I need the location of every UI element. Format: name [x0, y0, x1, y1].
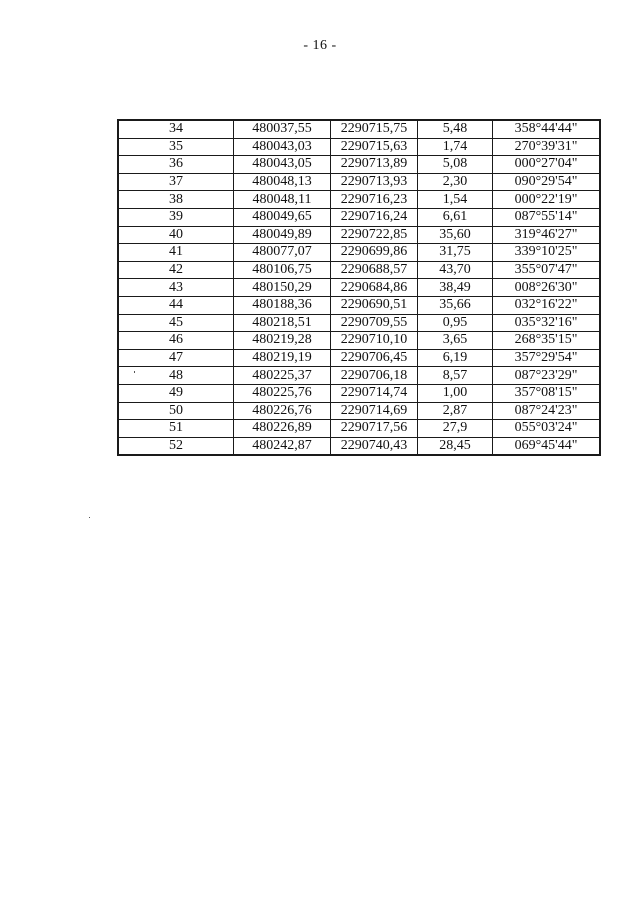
angle-cell: 270°39'31"	[493, 138, 601, 156]
table-row	[118, 437, 600, 455]
angle-cell: 357°29'54"	[493, 349, 601, 367]
length-cell: 35,60	[418, 226, 493, 244]
length-cell: 31,75	[418, 244, 493, 262]
point-number-cell: 48	[118, 367, 234, 385]
angle-cell: 339°10'25"	[493, 244, 601, 262]
length-cell: 8,57	[418, 367, 493, 385]
point-number-cell: 37	[118, 173, 234, 191]
table-row	[118, 349, 600, 367]
x-coordinate-cell: 480049,89	[234, 226, 331, 244]
y-coordinate-cell: 2290684,86	[331, 279, 418, 297]
y-coordinate-cell: 2290716,24	[331, 208, 418, 226]
x-coordinate-cell: 480218,51	[234, 314, 331, 332]
point-number-cell: 34	[118, 120, 234, 138]
table-row	[118, 226, 600, 244]
point-number-cell: 42	[118, 261, 234, 279]
x-coordinate-cell: 480106,75	[234, 261, 331, 279]
point-number-cell: 40	[118, 226, 234, 244]
length-cell: 5,08	[418, 156, 493, 174]
table-row	[118, 296, 600, 314]
x-coordinate-cell: 480043,05	[234, 156, 331, 174]
table-row	[118, 138, 600, 156]
point-number-cell: 44	[118, 296, 234, 314]
point-number-cell: 36	[118, 156, 234, 174]
y-coordinate-cell: 2290690,51	[331, 296, 418, 314]
point-number-cell: 38	[118, 191, 234, 209]
table-row	[118, 173, 600, 191]
point-number-cell: 39	[118, 208, 234, 226]
length-cell: 0,95	[418, 314, 493, 332]
x-coordinate-cell: 480226,89	[234, 420, 331, 438]
scan-speck	[89, 517, 90, 518]
page-number: - 16 -	[303, 38, 337, 53]
angle-cell: 035°32'16"	[493, 314, 601, 332]
y-coordinate-cell: 2290706,18	[331, 367, 418, 385]
table-row	[118, 420, 600, 438]
table-row	[118, 120, 600, 138]
y-coordinate-cell: 2290713,89	[331, 156, 418, 174]
angle-cell: 319°46'27"	[493, 226, 601, 244]
length-cell: 2,87	[418, 402, 493, 420]
point-number-cell: 50	[118, 402, 234, 420]
x-coordinate-cell: 480225,37	[234, 367, 331, 385]
length-cell: 1,54	[418, 191, 493, 209]
coordinates-table	[117, 119, 601, 456]
x-coordinate-cell: 480077,07	[234, 244, 331, 262]
table-row	[118, 314, 600, 332]
length-cell: 38,49	[418, 279, 493, 297]
x-coordinate-cell: 480219,28	[234, 332, 331, 350]
angle-cell: 008°26'30"	[493, 279, 601, 297]
table-row	[118, 156, 600, 174]
length-cell: 2,30	[418, 173, 493, 191]
y-coordinate-cell: 2290706,45	[331, 349, 418, 367]
table-row	[118, 208, 600, 226]
x-coordinate-cell: 480150,29	[234, 279, 331, 297]
table-row	[118, 367, 600, 385]
length-cell: 1,74	[418, 138, 493, 156]
point-number-cell: 35	[118, 138, 234, 156]
y-coordinate-cell: 2290740,43	[331, 437, 418, 455]
table-row	[118, 244, 600, 262]
length-cell: 27,9	[418, 420, 493, 438]
x-coordinate-cell: 480226,76	[234, 402, 331, 420]
length-cell: 1,00	[418, 384, 493, 402]
y-coordinate-cell: 2290714,74	[331, 384, 418, 402]
x-coordinate-cell: 480048,11	[234, 191, 331, 209]
angle-cell: 087°24'23"	[493, 402, 601, 420]
angle-cell: 090°29'54"	[493, 173, 601, 191]
angle-cell: 358°44'44"	[493, 120, 601, 138]
y-coordinate-cell: 2290713,93	[331, 173, 418, 191]
length-cell: 43,70	[418, 261, 493, 279]
angle-cell: 087°55'14"	[493, 208, 601, 226]
angle-cell: 268°35'15"	[493, 332, 601, 350]
table-row	[118, 384, 600, 402]
x-coordinate-cell: 480043,03	[234, 138, 331, 156]
point-number-cell: 49	[118, 384, 234, 402]
x-coordinate-cell: 480049,65	[234, 208, 331, 226]
scan-speck	[134, 371, 135, 373]
angle-cell: 087°23'29"	[493, 367, 601, 385]
length-cell: 35,66	[418, 296, 493, 314]
point-number-cell: 45	[118, 314, 234, 332]
angle-cell: 355°07'47"	[493, 261, 601, 279]
x-coordinate-cell: 480188,36	[234, 296, 331, 314]
x-coordinate-cell: 480225,76	[234, 384, 331, 402]
angle-cell: 055°03'24"	[493, 420, 601, 438]
y-coordinate-cell: 2290688,57	[331, 261, 418, 279]
x-coordinate-cell: 480219,19	[234, 349, 331, 367]
coordinates-table-body	[118, 120, 600, 455]
angle-cell: 069°45'44"	[493, 437, 601, 455]
y-coordinate-cell: 2290715,63	[331, 138, 418, 156]
x-coordinate-cell: 480048,13	[234, 173, 331, 191]
angle-cell: 000°22'19"	[493, 191, 601, 209]
angle-cell: 000°27'04"	[493, 156, 601, 174]
length-cell: 6,61	[418, 208, 493, 226]
point-number-cell: 41	[118, 244, 234, 262]
angle-cell: 357°08'15"	[493, 384, 601, 402]
point-number-cell: 43	[118, 279, 234, 297]
y-coordinate-cell: 2290714,69	[331, 402, 418, 420]
y-coordinate-cell: 2290722,85	[331, 226, 418, 244]
length-cell: 6,19	[418, 349, 493, 367]
y-coordinate-cell: 2290715,75	[331, 120, 418, 138]
y-coordinate-cell: 2290699,86	[331, 244, 418, 262]
x-coordinate-cell: 480242,87	[234, 437, 331, 455]
y-coordinate-cell: 2290717,56	[331, 420, 418, 438]
point-number-cell: 51	[118, 420, 234, 438]
table-row	[118, 279, 600, 297]
table-row	[118, 261, 600, 279]
length-cell: 28,45	[418, 437, 493, 455]
point-number-cell: 46	[118, 332, 234, 350]
x-coordinate-cell: 480037,55	[234, 120, 331, 138]
y-coordinate-cell: 2290709,55	[331, 314, 418, 332]
length-cell: 3,65	[418, 332, 493, 350]
y-coordinate-cell: 2290716,23	[331, 191, 418, 209]
point-number-cell: 52	[118, 437, 234, 455]
table-row	[118, 191, 600, 209]
angle-cell: 032°16'22"	[493, 296, 601, 314]
y-coordinate-cell: 2290710,10	[331, 332, 418, 350]
table-row	[118, 402, 600, 420]
length-cell: 5,48	[418, 120, 493, 138]
point-number-cell: 47	[118, 349, 234, 367]
table-row	[118, 332, 600, 350]
